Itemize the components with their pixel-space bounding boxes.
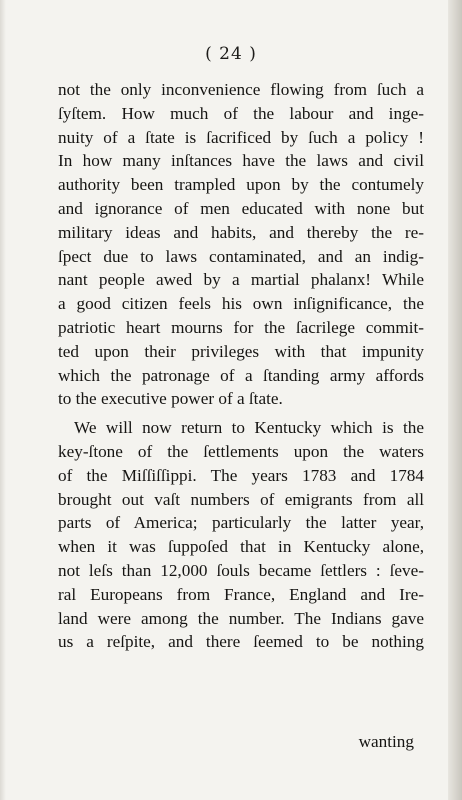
text-line: ral Europeans from France, England and Ire- xyxy=(58,584,424,604)
catchword: wanting xyxy=(358,732,414,751)
text-line: military ideas and habits, and thereby the re- xyxy=(58,222,424,242)
text-line: We will now return to Kentucky which is the xyxy=(74,418,424,438)
text-line: ſyſtem. How much of the labour and inge- xyxy=(58,103,424,123)
text-line: which the patronage of a ſtanding army affords xyxy=(58,365,424,385)
text-line: authority been trampled upon by the contumely xyxy=(58,175,424,195)
page-gutter xyxy=(448,0,462,800)
text-line: parts of America; particularly the latter year, xyxy=(58,513,424,533)
text-line: of the Miſſiſſippi. The years 1783 and 1784 xyxy=(58,465,424,485)
text-line: key-ſtone of the ſettlements upon the waters xyxy=(58,441,424,461)
text-line: ſpect due to laws contaminated, and an indig- xyxy=(58,246,424,266)
text-line: when it was ſuppoſed that in Kentucky alone, xyxy=(58,537,424,557)
text-line: brought out vaſt numbers of emigrants from all xyxy=(58,489,424,509)
text-line: patriotic heart mourns for the ſacrilege commit- xyxy=(58,317,424,337)
text-line: nuity of a ſtate is ſacrificed by ſuch a policy ! xyxy=(58,127,424,147)
text-line: a good citizen feels his own inſignificance, the xyxy=(58,294,424,314)
paragraph-2 xyxy=(58,416,424,654)
text-line: In how many inſtances have the laws and civil xyxy=(58,151,424,171)
text-line: ted upon their privileges with that impunity xyxy=(58,341,424,361)
text-line: us a reſpite, and there ſeemed to be nothing xyxy=(58,632,424,652)
paragraph-1 xyxy=(58,78,424,411)
text-line: to the executive power of a ſtate. xyxy=(58,389,283,409)
page-number: ( 24 ) xyxy=(205,44,257,64)
text-line: not the only inconvenience flowing from ſuch a xyxy=(58,80,424,99)
body-text xyxy=(58,78,424,654)
text-line: and ignorance of men educated with none but xyxy=(58,198,424,218)
text-line: nant people awed by a martial phalanx! While xyxy=(58,270,424,290)
page-edge-shadow xyxy=(0,0,6,800)
text-line: land were among the number. The Indians gave xyxy=(58,608,424,628)
text-line: not leſs than 12,000 ſouls became ſettlers : ſeve- xyxy=(58,560,424,580)
